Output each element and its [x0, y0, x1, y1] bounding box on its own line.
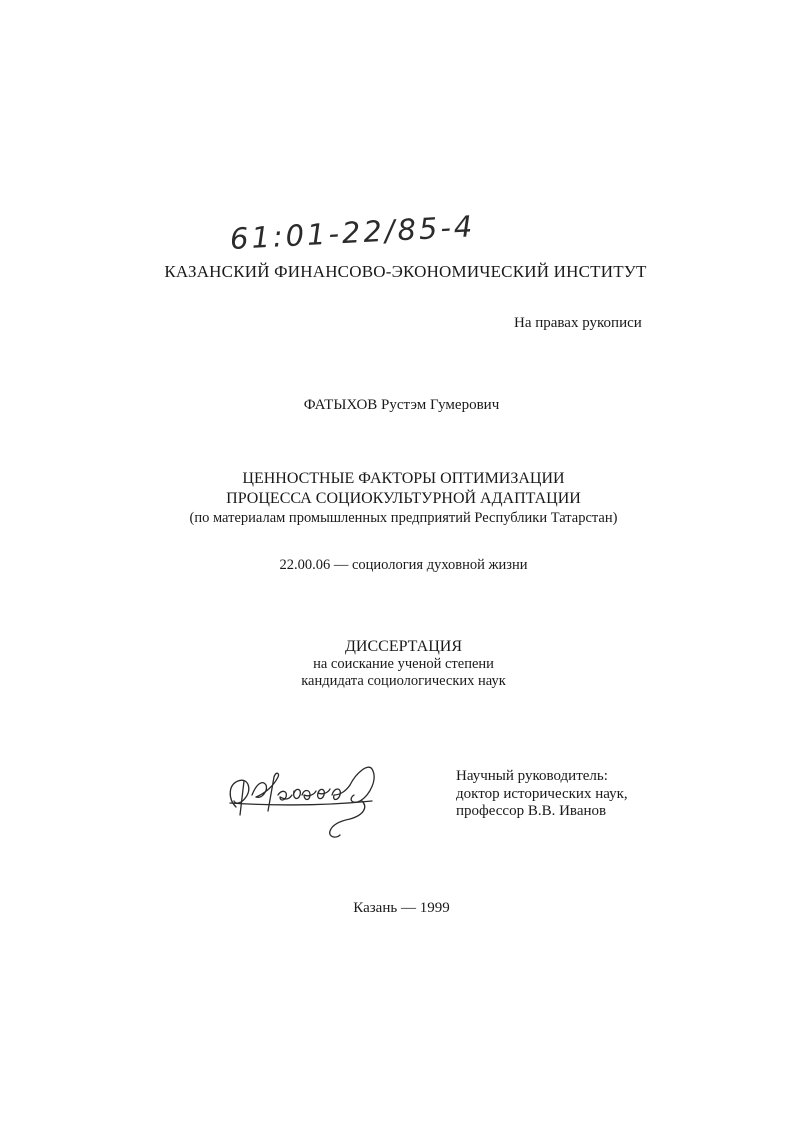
institute-name: КАЗАНСКИЙ ФИНАНСОВО-ЭКОНОМИЧЕСКИЙ ИНСТИТУТ — [164, 262, 647, 281]
title-line-2: ПРОЦЕССА СОЦИОКУЛЬТУРНОЙ АДАПТАЦИИ — [226, 490, 581, 507]
title-subtitle: (по материалам промышленных предприятий Республики Татарстан) — [189, 510, 618, 526]
degree-line-2: кандидата социологических наук — [301, 673, 506, 689]
title-line-1: ЦЕННОСТНЫЕ ФАКТОРЫ ОПТИМИЗАЦИИ — [242, 470, 565, 487]
author-name: ФАТЫХОВ Рустэм Гумерович — [303, 397, 500, 413]
specialty-code: 22.00.06 — социология духовной жизни — [279, 557, 528, 573]
supervisor-degree: доктор исторических наук, — [456, 785, 628, 802]
dissertation-heading: ДИССЕРТАЦИЯ — [345, 638, 462, 655]
manuscript-rights-note: На правах рукописи — [514, 315, 642, 331]
author-signature — [222, 755, 387, 843]
supervisor-block — [456, 768, 628, 821]
archive-code-handwritten: 61:01-22/85-4 — [229, 209, 477, 256]
supervisor-name: профессор В.В. Иванов — [456, 803, 607, 819]
city-year: Казань — 1999 — [353, 900, 450, 916]
degree-line-1: на соискание ученой степени — [313, 656, 494, 672]
supervisor-role: Научный руководитель: — [456, 768, 608, 784]
